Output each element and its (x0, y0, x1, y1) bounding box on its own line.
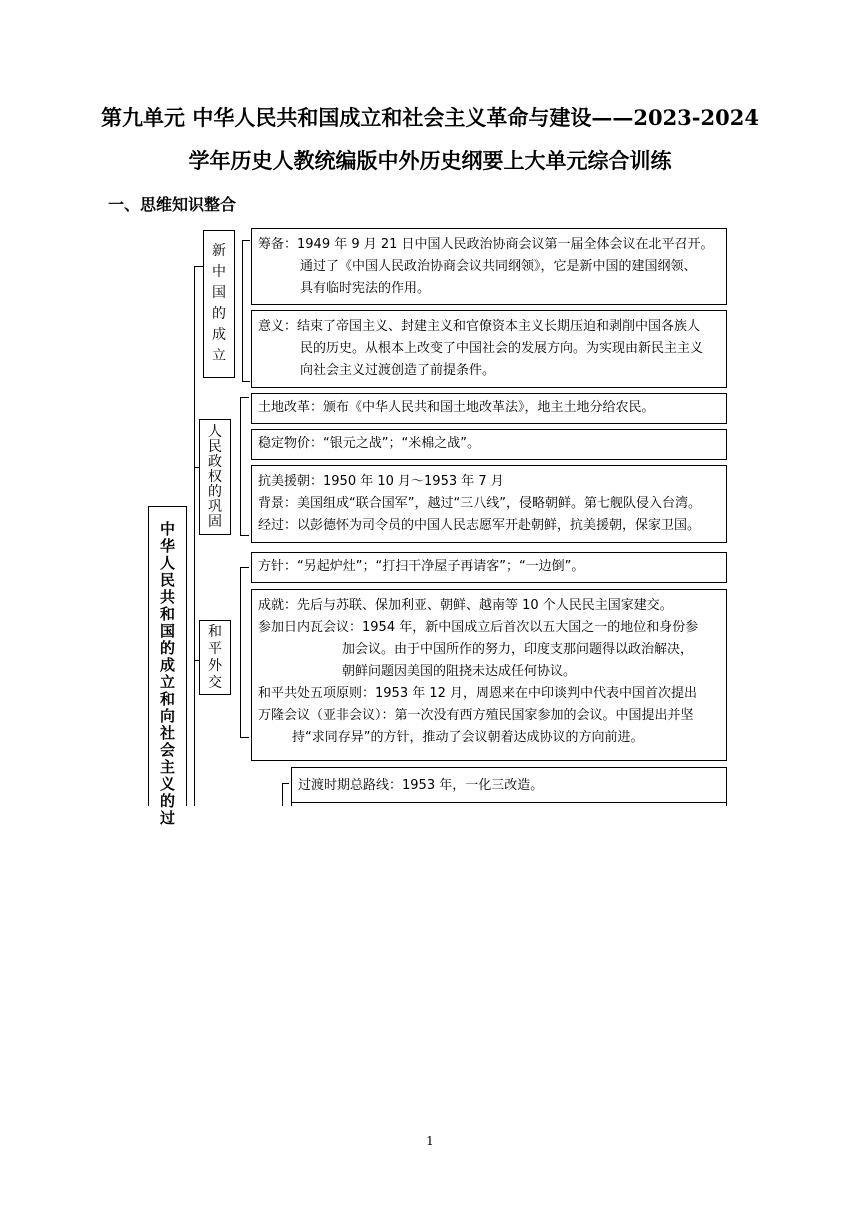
root-connector (194, 266, 195, 806)
root-char: 人 (159, 554, 175, 572)
text-line: 稳定物价：“银元之战”；“米棉之战”。 (258, 436, 480, 451)
text-line: 筹备：1949 年 9 月 21 日中国人民政治协商会议第一届全体会议在北平召开。 (258, 237, 714, 252)
page-number: 1 (426, 1134, 434, 1148)
item-transition-line (291, 767, 727, 806)
group-char: 交 (208, 674, 222, 691)
text-line: 背景：美国组成“联合国军”，越过“三八线”，侵略朝鲜。第七舰队侵入台湾。 (258, 496, 701, 511)
group-char: 民 (208, 438, 222, 455)
group-char: 的 (208, 483, 222, 500)
group2-branch-2 (240, 535, 249, 536)
text-line: 加会议。由于中国所作的努力，印度支那问题得以政治解决， (342, 642, 694, 657)
text-line: 参加日内瓦会议：1954 年，新中国成立后首次以五大国之一的地位和身份参 (258, 620, 699, 635)
root-label (148, 506, 187, 827)
group-char: 的 (212, 306, 226, 322)
group1-branch-2 (242, 381, 250, 382)
group-label-diplomacy (199, 620, 231, 695)
text-line: 成就：先后与苏联、保加利亚、朝鲜、越南等 10 个人民民主国家建交。 (258, 598, 673, 613)
root-char: 共 (159, 588, 175, 606)
root-char: 社 (159, 724, 175, 742)
root-char: 会 (159, 741, 175, 759)
text-line: 万隆会议（亚非会议）：第一次没有西方殖民国家参加的会议。中国提出并坚 (258, 708, 694, 723)
text-line: 意义：结束了帝国主义、封建主义和官僚资本主义长期压迫和剥削中国各族人 (258, 319, 701, 334)
text-line: 和平共处五项原则：1953 年 12 月，周恩来在中印谈判中代表中国首次提出 (258, 686, 698, 701)
group-char: 政 (208, 453, 222, 470)
text-line: 通过了《中国人民政治协商会议共同纲领》，它是新中国的建国纲领、 (300, 259, 697, 274)
section-heading: 一、思维知识整合 (108, 195, 237, 214)
group-char: 立 (212, 348, 226, 364)
group-char: 平 (208, 640, 222, 657)
item-significance (251, 310, 727, 388)
item-land-reform (251, 393, 727, 424)
group1-branch-1 (242, 240, 250, 241)
item-preparation (251, 228, 727, 305)
root-char: 中 (159, 520, 175, 538)
group-char: 成 (212, 327, 226, 343)
group-char: 国 (212, 285, 226, 301)
root-char: 成 (159, 656, 175, 674)
group-char: 外 (208, 657, 222, 674)
text-line: 具有临时宪法的作用。 (300, 281, 431, 296)
root-char: 立 (159, 673, 175, 691)
group-char: 人 (208, 423, 222, 440)
group2-branch-1 (240, 397, 249, 398)
group3-branch-1 (240, 567, 249, 568)
group-char: 巩 (208, 498, 222, 515)
group2-connector (240, 397, 241, 535)
text-line: 方针：“另起炉灶”；“打扫干净屋子再请客”；“一边倒”。 (258, 559, 585, 574)
transition-branch (282, 783, 289, 784)
root-branch-1 (194, 266, 203, 267)
item-achievements (251, 589, 727, 761)
root-char: 国 (159, 622, 175, 640)
group1-connector (242, 240, 243, 382)
text-line: 朝鲜问题因美国的阻挠未达成任何协议。 (342, 664, 577, 679)
text-line: 经过：以彭德怀为司令员的中国人民志愿军开赴朝鲜，抗美援朝，保家卫国。 (258, 518, 701, 533)
root-char: 和 (159, 690, 175, 708)
group3-branch-2 (240, 737, 249, 738)
root-char: 的 (159, 792, 175, 810)
item-price-stabilization (251, 429, 727, 460)
group-char: 新 (212, 243, 226, 259)
item-policy (251, 552, 727, 583)
group-char: 和 (208, 623, 222, 640)
text-line: 持“求同存异”的方针，推动了会议朝着达成协议的方向前进。 (292, 730, 644, 745)
item-korean-war (251, 465, 727, 543)
root-char: 向 (159, 707, 175, 725)
group-label-founding (203, 230, 235, 378)
crop-edge (291, 802, 727, 803)
document-title-line-2: 学年历史人教统编版中外历史纲要上大单元综合训练 (188, 148, 672, 173)
text-line: 向社会主义过渡创造了前提条件。 (300, 363, 496, 378)
root-char: 和 (159, 605, 175, 623)
group-char: 固 (208, 513, 222, 530)
group-char: 权 (208, 468, 222, 485)
root-char: 主 (159, 758, 175, 776)
root-char: 过 (159, 809, 175, 827)
text-line: 抗美援朝：1950 年 10 月～1953 年 7 月 (258, 474, 504, 489)
text-line: 过渡时期总路线：1953 年，一化三改造。 (298, 778, 544, 793)
group-char: 中 (212, 264, 226, 280)
group3-connector (240, 567, 241, 737)
text-line: 民的历史。从根本上改变了中国社会的发展方向。为实现由新民主主义 (300, 341, 704, 356)
transition-connector (282, 783, 283, 806)
group-label-consolidation (199, 419, 231, 535)
document-title-line-1: 第九单元 中华人民共和国成立和社会主义革命与建设——2023-2024 (101, 105, 759, 130)
root-char: 的 (159, 639, 175, 657)
root-char: 民 (159, 571, 175, 589)
root-char: 义 (159, 775, 175, 793)
root-char: 华 (159, 537, 175, 555)
text-line: 土地改革：颁布《中华人民共和国土地改革法》，地主土地分给农民。 (258, 400, 655, 415)
